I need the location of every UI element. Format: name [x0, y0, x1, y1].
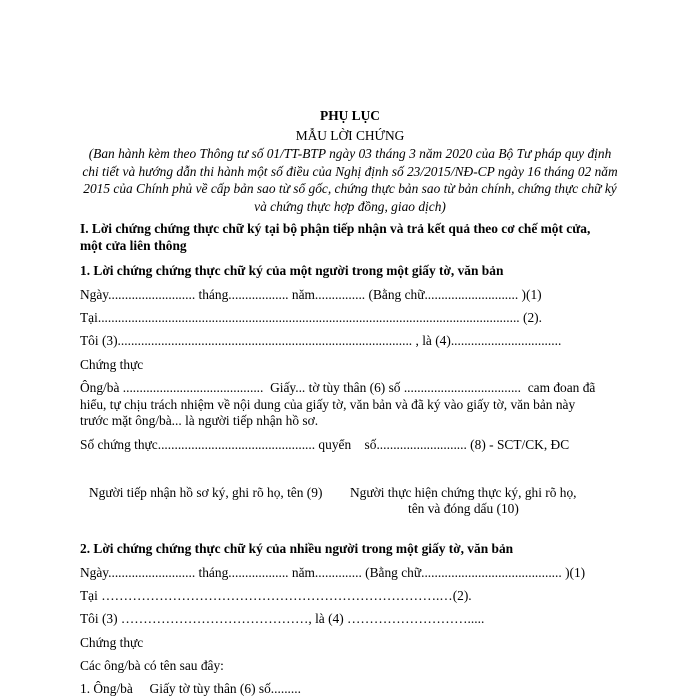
subsection-1-heading: 1. Lời chứng chứng thực chữ ký của một người trong một giấy tờ, văn bản	[80, 263, 504, 278]
s1-person-cont1: hiểu, tự chịu trách nhiệm về nội dung của giấy tờ, văn bản và đã ký vào giấy tờ, văn bản này	[80, 397, 576, 412]
s2-me-line: Tôi (3) ……………………………………, là (4) ……………………….....	[80, 611, 485, 626]
s1-certify-label: Chứng thực	[80, 357, 144, 372]
s1-me-line: Tôi (3)........................................................................................ , là (4).................................	[80, 333, 562, 348]
subsection-2-heading: 2. Lời chứng chứng thực chữ ký của nhiều người trong một giấy tờ, văn bản	[80, 541, 514, 556]
form-title: MẪU LỜI CHỨNG	[295, 128, 405, 143]
s1-sign-receiver: Người tiếp nhận hồ sơ ký, ghi rõ họ, tên (9)	[89, 485, 323, 500]
section-1-heading-line2: một cửa liên thông	[80, 238, 187, 253]
s1-sign-certifier-line1: Người thực hiện chứng thực ký, ghi rõ họ,	[350, 485, 577, 500]
s2-date-line: Ngày.......................... tháng.................. năm.............. (Bằng chữ.......................................... )(1)	[80, 565, 586, 580]
s2-persons-intro: Các ông/bà có tên sau đây:	[80, 658, 224, 673]
s2-certify-label: Chứng thực	[80, 635, 144, 650]
s1-sign-certifier-line2: tên và đóng dấu (10)	[408, 501, 519, 516]
appendix-title: PHỤ LỤC	[320, 108, 380, 123]
s2-person-1: 1. Ông/bà Giấy tờ tùy thân (6) số.........	[80, 681, 301, 696]
s1-date-line: Ngày.......................... tháng.................. năm............... (Bằng chữ............................ )(1)	[80, 287, 542, 302]
s2-place-line: Tại ………………………………………………………………….…(2).	[80, 588, 472, 603]
s1-person-cont2: trước mặt ông/bà... là người tiếp nhận hồ sơ.	[80, 413, 319, 428]
s1-place-line: Tại.............................................................................................................................. (2).	[80, 310, 542, 325]
s1-number-line: Số chứng thực............................................... quyển số........................... (8) - SCT/CK, ĐC	[80, 437, 570, 452]
issuance-note: (Ban hành kèm theo Thông tư số 01/TT-BTP ngày 03 tháng 3 năm 2020 của Bộ Tư pháp quy định chi tiết và hướng dẫn thi hành một số điều của Nghị định số 23/2015/NĐ-CP ngày 16 tháng 02 năm 2015 của Chính phủ về cấp bản sao từ sổ gốc, chứng thực bản sao từ bản chính, chứng thực chữ ký và chứng thực hợp đồng, giao dịch)	[82, 146, 618, 214]
s1-person-line: Ông/bà .......................................... Giấy... tờ tùy thân (6) số ................................... cam đoan đã	[80, 380, 596, 395]
section-1-heading-line1: I. Lời chứng chứng thực chữ ký tại bộ phận tiếp nhận và trả kết quả theo cơ chế một cửa,	[80, 221, 591, 236]
